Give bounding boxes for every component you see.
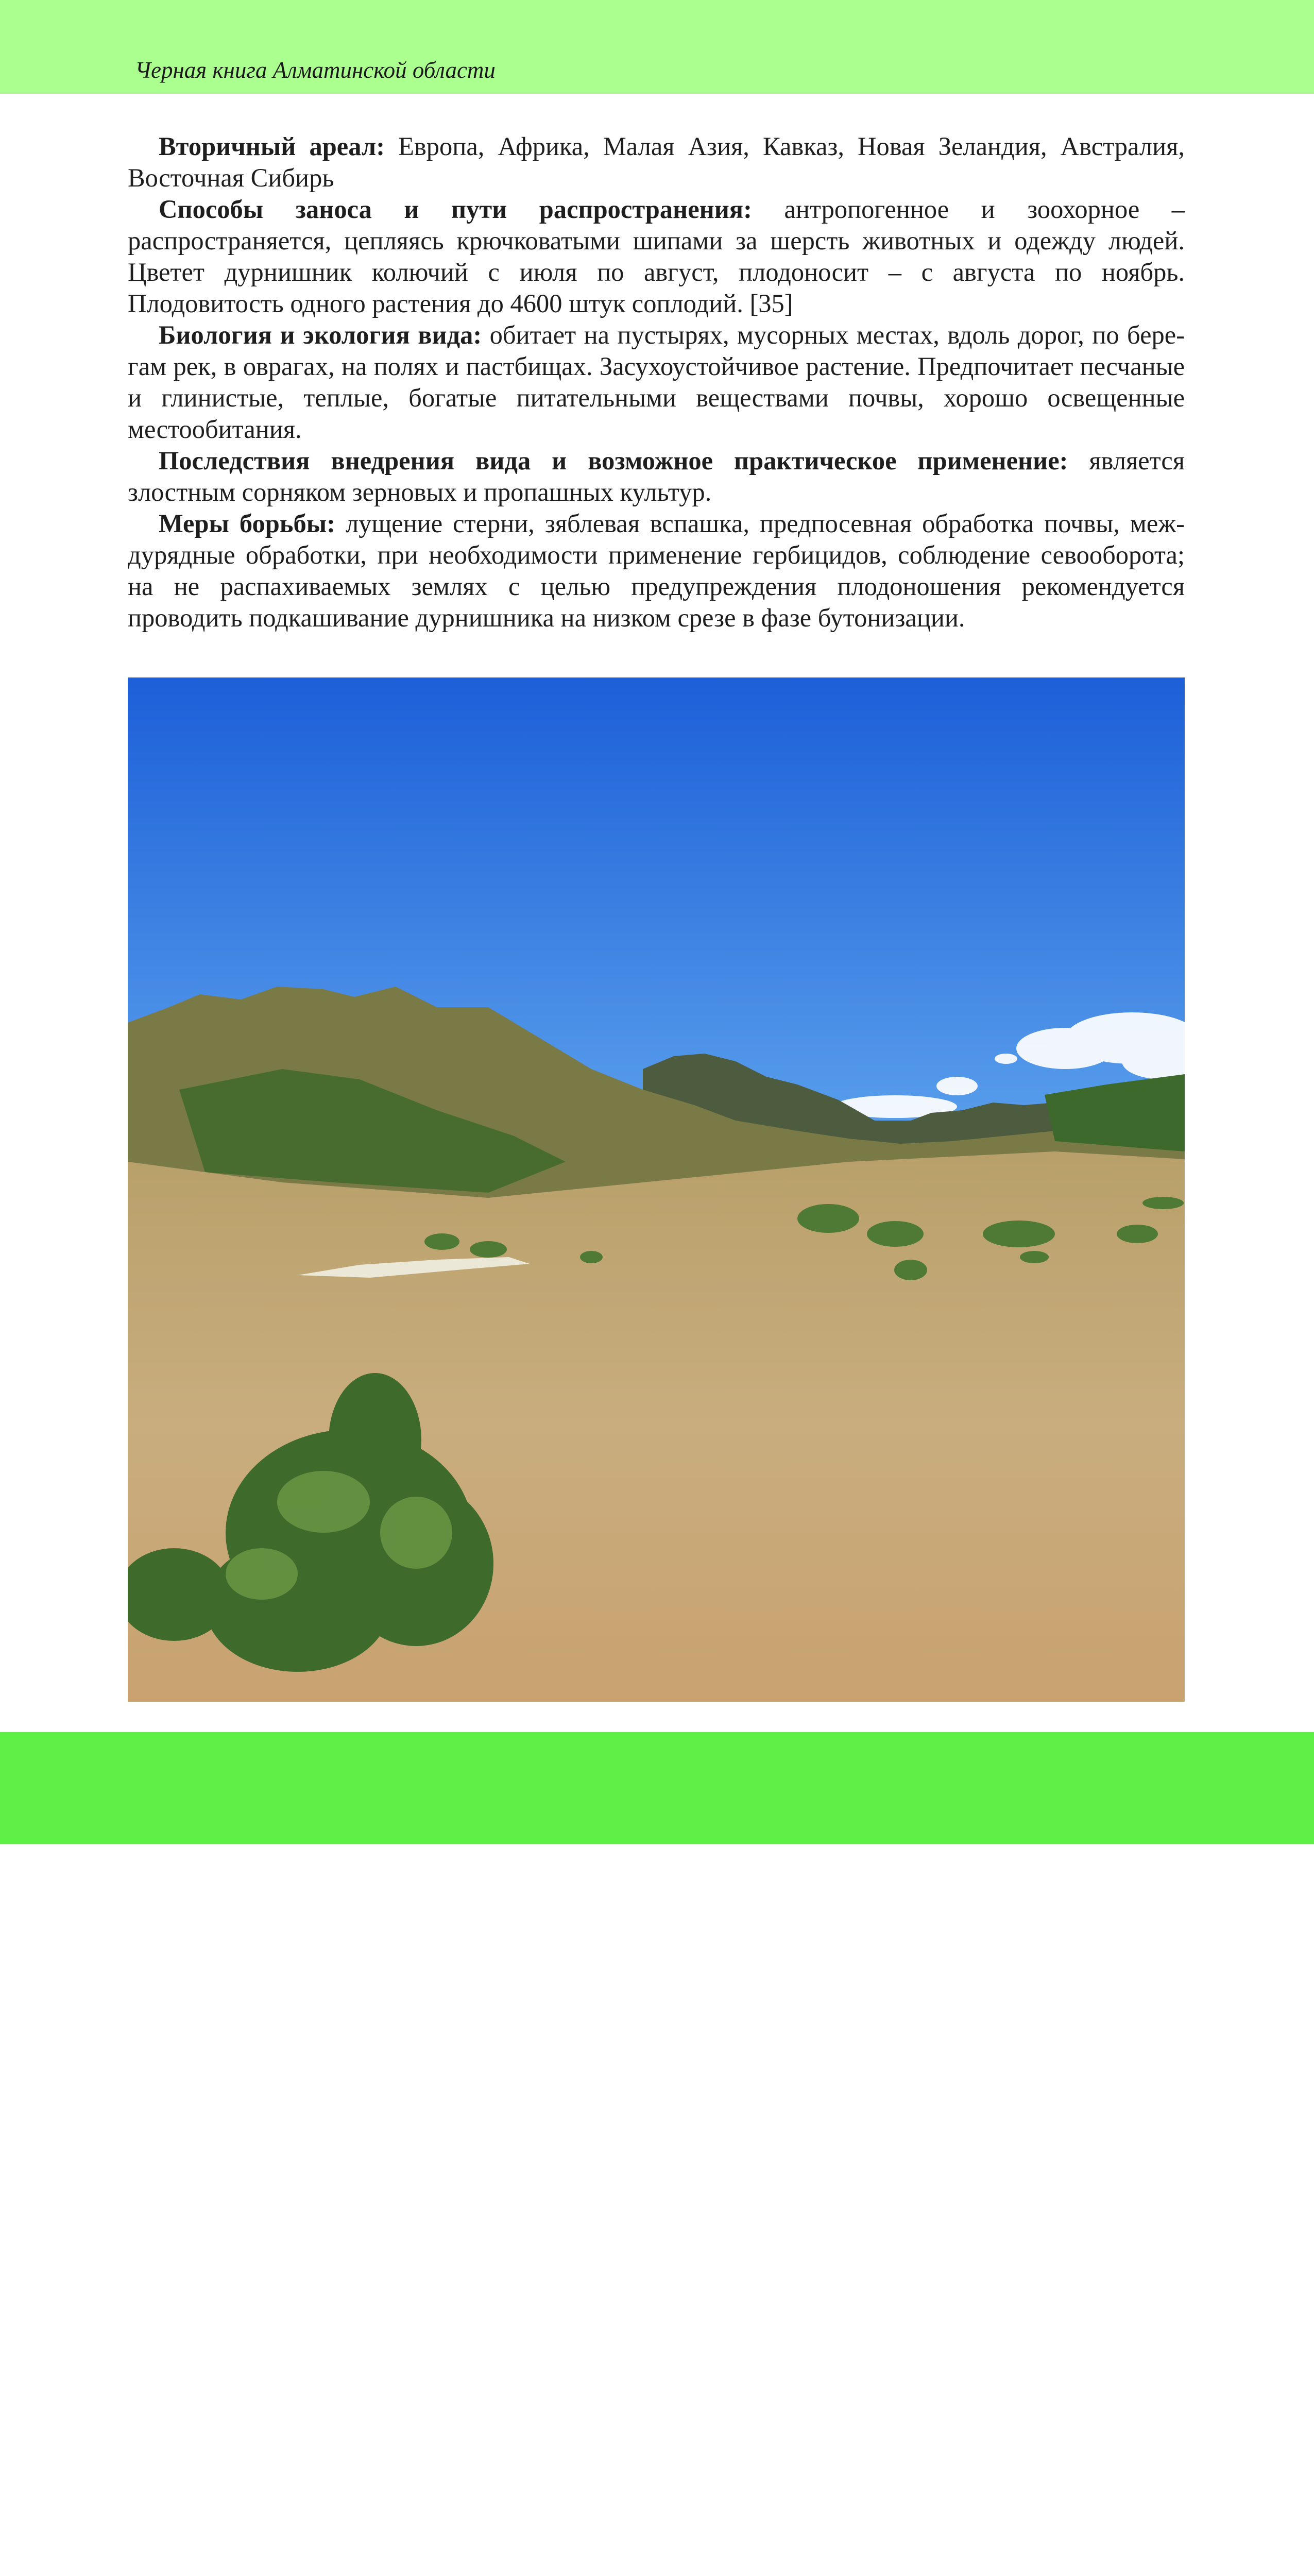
paragraph-biology-ecology: [128, 319, 1185, 445]
paragraph-label: Меры борьбы:: [159, 509, 335, 538]
body-text: [128, 131, 1185, 634]
paragraph-consequences: [128, 445, 1185, 508]
paragraph-secondary-range: [128, 131, 1185, 194]
landscape-photo: [128, 677, 1185, 1702]
paragraph-text: лущение стерни, зяблевая вспашка, предпосевная обработка почвы, междурядные обработки, при необходимости применение гербицидов, соблюдение севооборота; на не распахиваемых землях с целью предупреждения плодоношения рекомендуется проводить подкашивание дурнишника на низком срезе в фазе бутонизации.: [128, 509, 1185, 632]
paragraph-label: Биология и экология вида:: [159, 320, 482, 349]
paragraph-text: антропогенное и зоохорное – распространяется, цепляясь крючковатыми шипами за шерсть животных и одежду людей. Цветет дурнишник колючий с июля по август, плодоносит – с августа по ноябрь. Плодовитость одного растения до 4600 штук соплодий. [35]: [128, 195, 1185, 318]
paragraph-text: обитает на пустырях, мусорных местах, вдоль дорог, по берегам рек, в оврагах, на полях и пастбищах. Засухоустойчивое растение. Предпочитает песчаные и глинистые, теплые, богатые питательными веществами почвы, хорошо освещенные местообитания.: [128, 320, 1185, 444]
paragraph-introduction-ways: [128, 194, 1185, 319]
paragraph-label: Последствия внедрения вида и возможное практическое применение:: [159, 446, 1068, 475]
paragraph-label: Способы заноса и пути распространения:: [159, 195, 752, 224]
header-band: [0, 0, 1314, 94]
paragraph-text: Европа, Африка, Малая Азия, Кавказ, Новая Зеландия, Австралия, Восточная Сибирь: [128, 132, 1185, 192]
paragraph-control-measures: [128, 508, 1185, 634]
running-header-title: Черная книга Алматинской области: [135, 57, 496, 83]
paragraph-text: является злостным сорняком зерновых и пропашных культур.: [128, 446, 1185, 506]
paragraph-label: Вторичный ареал:: [159, 132, 385, 161]
footer-band: [0, 1732, 1314, 1844]
